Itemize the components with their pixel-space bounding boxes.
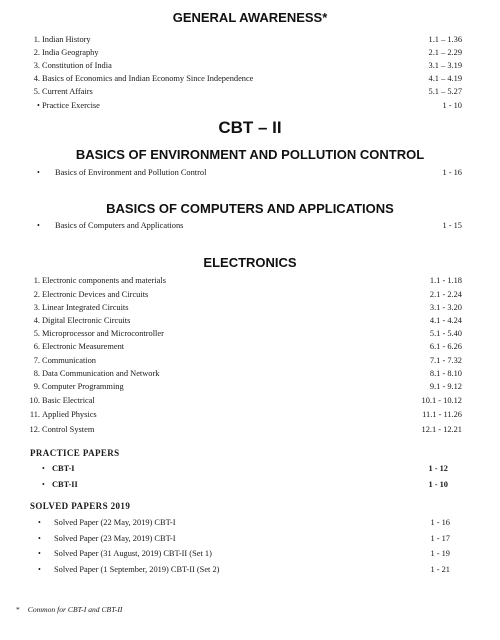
toc-entry bbox=[0, 394, 500, 407]
entry-title: Basic Electrical bbox=[42, 396, 95, 405]
toc-entry bbox=[0, 423, 500, 436]
footnote-text: Common for CBT-I and CBT-II bbox=[27, 605, 123, 614]
toc-entry bbox=[0, 219, 500, 232]
entry-pages: 9.1 - 9.12 bbox=[429, 382, 462, 391]
entry-pages: 10.1 - 10.12 bbox=[421, 396, 462, 405]
entry-number: 5. bbox=[33, 87, 40, 96]
entry-title: Solved Paper (22 May, 2019) CBT-I bbox=[54, 518, 176, 527]
entry-pages: 1.1 - 1.18 bbox=[429, 276, 462, 285]
entry-title: Constitution of India bbox=[42, 61, 112, 70]
entry-title: Applied Physics bbox=[42, 410, 97, 419]
bullet-icon: • bbox=[37, 221, 40, 230]
entry-pages: 1 - 16 bbox=[442, 168, 462, 177]
entry-number: 11. bbox=[29, 410, 40, 419]
entry-number: 8. bbox=[33, 369, 40, 378]
toc-entry bbox=[0, 33, 500, 46]
toc-entry bbox=[0, 99, 500, 112]
entry-title: CBT-I bbox=[52, 464, 75, 473]
entry-title: Linear Integrated Circuits bbox=[42, 303, 129, 312]
entry-number: 12. bbox=[29, 425, 40, 434]
entry-title: Solved Paper (31 August, 2019) CBT-II (Set 1) bbox=[54, 549, 212, 558]
entry-title: Current Affairs bbox=[42, 87, 93, 96]
entry-pages: 11.1 - 11.26 bbox=[422, 410, 462, 419]
toc-entry bbox=[0, 274, 500, 287]
entry-title: Data Communication and Network bbox=[42, 369, 160, 378]
entry-title: Control System bbox=[42, 425, 95, 434]
entry-title: Computer Programming bbox=[42, 382, 124, 391]
toc-entry bbox=[0, 516, 500, 529]
toc-entry bbox=[0, 288, 500, 301]
entry-number: 6. bbox=[33, 342, 40, 351]
entry-title: CBT-II bbox=[52, 480, 78, 489]
entry-number: 5. bbox=[33, 329, 40, 338]
toc-entry bbox=[0, 340, 500, 353]
computers-heading: BASICS OF COMPUTERS AND APPLICATIONS bbox=[106, 201, 394, 216]
entry-pages: 4.1 - 4.24 bbox=[429, 316, 462, 325]
toc-entry bbox=[0, 354, 500, 367]
entry-pages: 1 - 10 bbox=[428, 480, 448, 489]
toc-entry bbox=[0, 408, 500, 421]
toc-entry bbox=[0, 367, 500, 380]
toc-entry bbox=[0, 85, 500, 98]
entry-pages: 2.1 - 2.24 bbox=[429, 290, 462, 299]
entry-title: Basics of Computers and Applications bbox=[55, 221, 184, 230]
entry-number: 4. bbox=[33, 316, 40, 325]
toc-entry bbox=[0, 380, 500, 393]
entry-pages: 5.1 - 5.40 bbox=[429, 329, 462, 338]
general-awareness-heading: GENERAL AWARENESS* bbox=[172, 10, 328, 25]
toc-entry bbox=[0, 72, 500, 85]
environment-heading: BASICS OF ENVIRONMENT AND POLLUTION CONTROL bbox=[75, 147, 425, 162]
entry-title: Electronic components and materials bbox=[42, 276, 166, 285]
entry-number: 10. bbox=[29, 396, 40, 405]
entry-pages: 4.1 – 4.19 bbox=[428, 74, 462, 83]
toc-entry bbox=[0, 314, 500, 327]
bullet-icon: • bbox=[38, 518, 41, 527]
toc-entry bbox=[0, 327, 500, 340]
entry-title: Practice Exercise bbox=[42, 101, 100, 110]
entry-number: 2. bbox=[33, 48, 40, 57]
entry-number: 1. bbox=[33, 35, 40, 44]
entry-pages: 8.1 - 8.10 bbox=[429, 369, 462, 378]
entry-number: 9. bbox=[33, 382, 40, 391]
electronics-heading: ELECTRONICS bbox=[203, 255, 297, 270]
entry-pages: 1 - 19 bbox=[430, 549, 450, 558]
entry-pages: 3.1 – 3.19 bbox=[428, 61, 462, 70]
entry-title: India Geography bbox=[42, 48, 99, 57]
practice-papers-heading: PRACTICE PAPERS bbox=[30, 448, 120, 458]
entry-pages: 1 - 16 bbox=[430, 518, 450, 527]
toc-entry bbox=[0, 478, 500, 491]
entry-title: Solved Paper (23 May, 2019) CBT-I bbox=[54, 534, 176, 543]
entry-title: Indian History bbox=[42, 35, 91, 44]
entry-title: Communication bbox=[42, 356, 96, 365]
entry-pages: 3.1 - 3.20 bbox=[429, 303, 462, 312]
bullet-icon: • bbox=[37, 168, 40, 177]
toc-entry bbox=[0, 532, 500, 545]
bullet-icon: • bbox=[38, 565, 41, 574]
footnote-marker: * bbox=[16, 605, 20, 614]
entry-number: 4. bbox=[33, 74, 40, 83]
entry-pages: 12.1 - 12.21 bbox=[421, 425, 462, 434]
entry-title: Digital Electronic Circuits bbox=[42, 316, 131, 325]
toc-entry bbox=[0, 462, 500, 475]
entry-pages: 7.1 - 7.32 bbox=[429, 356, 462, 365]
toc-entry bbox=[0, 547, 500, 560]
entry-number: 2. bbox=[33, 290, 40, 299]
entry-pages: 1 - 12 bbox=[428, 464, 448, 473]
entry-pages: 1 - 21 bbox=[430, 565, 450, 574]
bullet-icon: • bbox=[38, 549, 41, 558]
bullet-icon: • bbox=[38, 534, 41, 543]
toc-entry bbox=[0, 563, 500, 576]
entry-pages: 1 - 15 bbox=[442, 221, 462, 230]
entry-pages: 1 - 17 bbox=[430, 534, 450, 543]
entry-pages: 1.1 – 1.36 bbox=[428, 35, 462, 44]
entry-title: Microprocessor and Microcontroller bbox=[42, 329, 164, 338]
entry-title: Electronic Measurement bbox=[42, 342, 125, 351]
entry-pages: 5.1 – 5.27 bbox=[428, 87, 462, 96]
toc-entry bbox=[0, 46, 500, 59]
solved-papers-heading: SOLVED PAPERS 2019 bbox=[30, 501, 131, 511]
footnote bbox=[16, 605, 122, 614]
bullet-icon: • bbox=[37, 101, 40, 110]
entry-pages: 1 - 10 bbox=[442, 101, 462, 110]
toc-entry bbox=[0, 301, 500, 314]
entry-title: Basics of Environment and Pollution Control bbox=[55, 168, 207, 177]
entry-number: 1. bbox=[33, 276, 40, 285]
entry-number: 3. bbox=[33, 61, 40, 70]
entry-pages: 2.1 – 2.29 bbox=[428, 48, 462, 57]
entry-title: Electronic Devices and Circuits bbox=[42, 290, 149, 299]
entry-title: Basics of Economics and Indian Economy Since Independence bbox=[42, 74, 254, 83]
toc-entry bbox=[0, 59, 500, 72]
entry-number: 3. bbox=[33, 303, 40, 312]
cbt2-heading: CBT – II bbox=[218, 118, 282, 137]
entry-pages: 6.1 - 6.26 bbox=[429, 342, 462, 351]
entry-number: 7. bbox=[33, 356, 40, 365]
bullet-icon: • bbox=[42, 464, 45, 473]
bullet-icon: • bbox=[42, 480, 45, 489]
entry-title: Solved Paper (1 September, 2019) CBT-II (Set 2) bbox=[54, 565, 220, 574]
toc-entry bbox=[0, 166, 500, 179]
